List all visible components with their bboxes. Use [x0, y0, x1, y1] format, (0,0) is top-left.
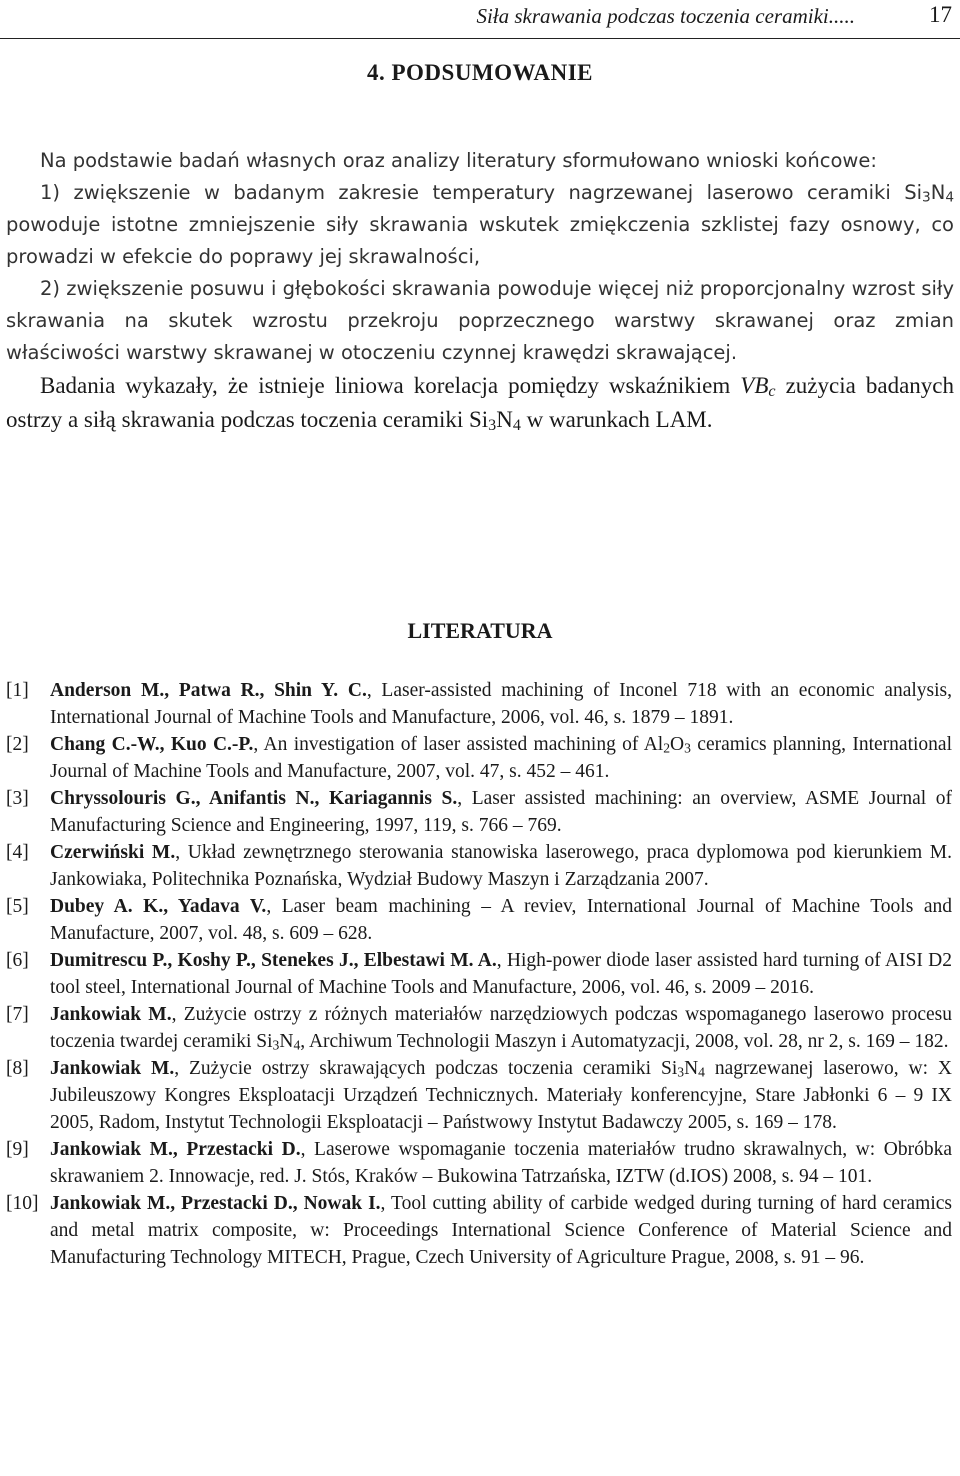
- page-number: 17: [929, 2, 952, 27]
- reference-item: [9] Jankowiak M., Przestacki D., Laserowe wspomaganie toczenia materiałów trudno skrawalnych, w: Obróbka skrawaniem 2. Innowacje, red. J. Stós, Kraków – Bukowina Tatrzańska, IZTW (d.IOS) 2008, s. 94 – 101.: [6, 1136, 952, 1190]
- reference-item: [1] Anderson M., Patwa R., Shin Y. C., Laser-assisted machining of Inconel 718 with an economic analysis, International Journal of Machine Tools and Manufacture, 2006, vol. 46, s. 1879 – 1891.: [6, 677, 952, 731]
- reference-number: [6]: [6, 950, 29, 971]
- reference-number: [4]: [6, 842, 29, 863]
- reference-number: [10]: [6, 1193, 39, 1214]
- reference-number: [7]: [6, 1004, 29, 1025]
- reference-item: [3] Chryssolouris G., Anifantis N., Kariagannis S., Laser assisted machining: an overview, ASME Journal of Manufacturing Science and Engineering, 1997, 119, s. 766 – 769.: [6, 785, 952, 839]
- reference-number: [3]: [6, 788, 29, 809]
- summary-conclusion: Badania wykazały, że istnieje liniowa korelacja pomiędzy wskaźnikiem $VB_c$ zużycia badanych ostrzy a siłą skrawania podczas toczenia ceramiki $Si_3N_4$ w warunkach LAM.: [6, 373, 954, 435]
- literature-title: LITERATURA: [407, 618, 553, 643]
- page-header: [0, 0, 960, 39]
- reference-number: [8]: [6, 1058, 29, 1079]
- summary-point-1: 1) zwiększenie w badanym zakresie temperatury nagrzewanej laserowo ceramiki $Si_3N_4$ powoduje istotne zmniejszenie siły skrawania wskutek zmiękczenia szklistej fazy osnowy, co prowadzi w efekcie do poprawy jej skrawalności,: [6, 181, 954, 268]
- reference-number: [2]: [6, 734, 29, 755]
- section-title: 4. PODSUMOWANIE: [366, 60, 593, 85]
- reference-item: [7] Jankowiak M., Zużycie ostrzy z różnych materiałów narzędziowych podczas wspomaganego laserowo procesu toczenia twardej ceramiki $Si_3N_4$, Archiwum Technologii Maszyn i Automatyzacji, 2008, vol. 28, nr 2, s. 169 – 182.: [6, 1001, 952, 1055]
- reference-number: [1]: [6, 680, 29, 701]
- reference-item: [8] Jankowiak M., Zużycie ostrzy skrawających podczas toczenia ceramiki $Si_3N_4$ nagrzewanej laserowo, w: X Jubileuszowy Kongres Eksploatacji Urządzeń Technicznych. Materiały konferencyjne, Stare Jabłonki 6 – 9 IX 2005, Radom, Instytut Technologii Eksploatacji – Państwowy Instytut Badawczy 2005, s. 169 – 178.: [6, 1055, 952, 1136]
- summary-point-2: 2) zwiększenie posuwu i głębokości skrawania powoduje więcej niż proporcjonalny wzrost siły skrawania na skutek wzrostu przekroju poprzecznego warstwy skrawanej oraz zmian właściwości warstwy skrawanej w otoczeniu czynnej krawędzi skrawającej.: [6, 277, 954, 364]
- reference-item: [2] Chang C.-W., Kuo C.-P., An investigation of laser assisted machining of $Al_2O_3$ ceramics planning, International Journal of Machine Tools and Manufacture, 2007, vol. 47, s. 452 – 461.: [6, 731, 952, 785]
- reference-item: [5] Dubey A. K., Yadava V., Laser beam machining – A reviev, International Journal of Machine Tools and Manufacture, 2007, vol. 48, s. 609 – 628.: [6, 893, 952, 947]
- summary-intro: Na podstawie badań własnych oraz analizy literatury sformułowano wnioski końcowe:: [40, 149, 877, 172]
- reference-item: [10] Jankowiak M., Przestacki D., Nowak I., Tool cutting ability of carbide wedged during turning of hard ceramics and metal matrix composite, w: Proceedings International Science Conference of Material Science and Manufacturing Technology MITECH, Prague, Czech University of Agriculture Prague, 2008, s. 91 – 96.: [6, 1190, 952, 1271]
- reference-list: [6, 677, 952, 1271]
- reference-number: [5]: [6, 896, 29, 917]
- running-title: Siła skrawania podczas toczenia ceramiki.....: [476, 4, 855, 28]
- reference-item: [6] Dumitrescu P., Koshy P., Stenekes J., Elbestawi M. A., High-power diode laser assisted hard turning of AISI D2 tool steel, International Journal of Machine Tools and Manufacture, 2006, vol. 46, s. 2009 – 2016.: [6, 947, 952, 1001]
- reference-number: [9]: [6, 1139, 29, 1160]
- reference-item: [4] Czerwiński M., Układ zewnętrznego sterowania stanowiska laserowego, praca dyplomowa pod kierunkiem M. Jankowiaka, Politechnika Poznańska, Wydział Budowy Maszyn i Zarządzania 2007.: [6, 839, 952, 893]
- summary-text: [6, 145, 954, 437]
